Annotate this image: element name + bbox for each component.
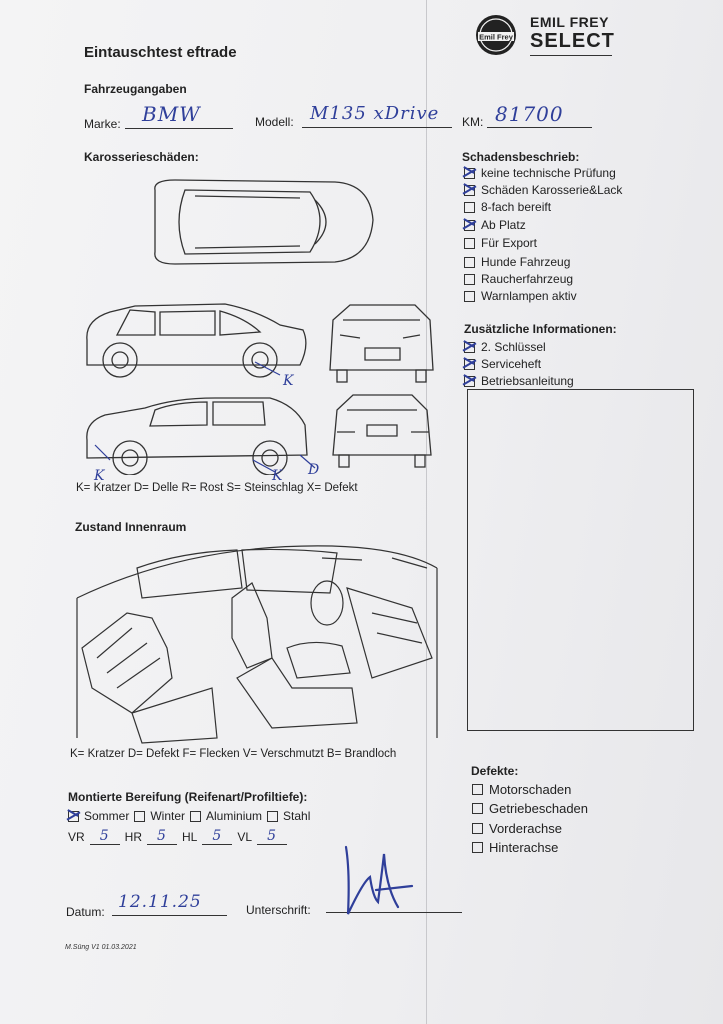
km-underline	[487, 127, 592, 128]
checkbox-hinterachse[interactable]	[472, 840, 558, 855]
checkbox-label: Schäden Karosserie&Lack	[481, 183, 623, 197]
checkbox-schaeden-karosserie[interactable]	[464, 183, 622, 197]
checkbox-label: Warnlampen aktiv	[481, 289, 577, 303]
checkbox-mark[interactable]	[472, 803, 483, 814]
checkbox-label: 8-fach bereift	[481, 200, 552, 214]
checkbox-label: Ab Platz	[481, 218, 526, 232]
checkbox-getriebeschaden[interactable]	[472, 801, 588, 816]
tire-type-label: Aluminium	[206, 809, 263, 823]
tire-depth-row	[68, 828, 287, 845]
model-value[interactable]: M135 xDrive	[310, 103, 440, 124]
checkbox-mark[interactable]	[464, 220, 475, 231]
checkbox-fuer-export[interactable]	[464, 236, 537, 250]
car-diagram	[75, 170, 440, 475]
checkbox-mark[interactable]	[464, 342, 475, 353]
checkbox-mark[interactable]	[472, 842, 483, 853]
date-underline	[112, 915, 227, 916]
notes-box[interactable]	[467, 389, 694, 731]
emil-frey-logo-icon	[472, 12, 520, 58]
damage-mark-k3: K	[272, 468, 284, 484]
checkbox-label: Raucherfahrzeug	[481, 272, 574, 286]
make-label: Marke:	[84, 117, 121, 131]
rear-bench	[82, 613, 172, 713]
km-label: KM:	[462, 115, 484, 129]
checkbox-mark[interactable]	[464, 257, 475, 268]
tire-type-row	[68, 809, 310, 823]
checkbox-label: Betriebsanleitung	[481, 374, 574, 388]
damage-mark-k1: K	[283, 373, 295, 389]
make-value[interactable]: BMW	[142, 102, 201, 126]
depth-value-vl[interactable]: 5	[257, 828, 287, 845]
tires-section-label: Montierte Bereifung (Reifenart/Profiltiefe):	[68, 790, 308, 804]
checkbox-mark[interactable]	[464, 291, 475, 302]
rear-seat-cushion	[132, 688, 217, 743]
depth-value-hl[interactable]: 5	[202, 828, 232, 845]
paper-fold	[426, 0, 427, 1024]
checkbox-mark[interactable]	[464, 168, 475, 179]
checkbox-mark[interactable]	[464, 359, 475, 370]
form-title: Eintauschtest eftrade	[84, 44, 237, 61]
checkbox-hunde-fahrzeug[interactable]	[464, 255, 570, 269]
checkbox-zweiter-schluessel[interactable]	[464, 340, 546, 354]
logo-text: Emil Frey	[479, 32, 513, 42]
checkbox-keine-technische-pruefung[interactable]	[464, 166, 616, 180]
checkbox-label: keine technische Prüfung	[481, 166, 616, 180]
checkbox-mark[interactable]	[464, 376, 475, 387]
checkbox-serviceheft[interactable]	[464, 357, 541, 371]
checkbox-label: Vorderachse	[489, 821, 562, 836]
depth-value-vr[interactable]: 5	[90, 828, 120, 845]
checkbox-betriebsanleitung[interactable]	[464, 374, 574, 388]
body-damage-label: Karosserieschäden:	[84, 150, 199, 164]
tire-type-label: Winter	[150, 809, 186, 823]
depth-label-hr: HR	[124, 829, 143, 844]
checkbox-mark[interactable]	[464, 185, 475, 196]
model-label: Modell:	[255, 115, 294, 129]
checkbox-aluminium[interactable]	[190, 811, 201, 822]
checkbox-motorschaden[interactable]	[472, 782, 571, 797]
checkbox-stahl[interactable]	[267, 811, 278, 822]
tire-type-label: Sommer	[84, 809, 130, 823]
brand-line-1: EMIL FREY	[530, 14, 609, 30]
car-side-view-rear	[87, 398, 307, 458]
front-seat-right	[237, 658, 357, 728]
depth-label-vl: VL	[237, 829, 253, 844]
model-underline	[302, 127, 452, 128]
checkbox-label: Getriebeschaden	[489, 801, 589, 816]
checkbox-8fach-bereift[interactable]	[464, 200, 551, 214]
checkbox-mark[interactable]	[472, 823, 483, 834]
depth-label-vr: VR	[68, 829, 85, 844]
defects-label: Defekte:	[471, 764, 519, 778]
date-value[interactable]: 12.11.25	[118, 892, 202, 912]
km-value[interactable]: 81700	[495, 102, 564, 126]
checkbox-vorderachse[interactable]	[472, 821, 562, 836]
form-code: M.Süng V1 01.03.2021	[65, 944, 137, 951]
checkbox-label: Hinterachse	[489, 840, 559, 855]
steering-wheel	[311, 581, 343, 625]
body-damage-legend: K= Kratzer D= Delle R= Rost S= Steinschlag X= Defekt	[76, 482, 358, 494]
checkbox-warnlampen-aktiv[interactable]	[464, 289, 577, 303]
interior-legend: K= Kratzer D= Defekt F= Flecken V= Verschmutzt B= Brandloch	[70, 748, 397, 760]
additional-info-label: Zusätzliche Informationen:	[464, 322, 617, 336]
checkbox-sommer[interactable]	[68, 811, 79, 822]
damage-description-label: Schadensbeschrieb:	[462, 150, 580, 164]
brand-line-2: SELECT	[530, 30, 615, 52]
car-top-view	[155, 180, 373, 264]
checkbox-label: Für Export	[481, 236, 538, 250]
checkbox-label: Motorschaden	[489, 782, 572, 797]
checkbox-raucherfahrzeug[interactable]	[464, 272, 573, 286]
date-label: Datum:	[66, 905, 105, 919]
signature-label: Unterschrift:	[246, 903, 311, 917]
checkbox-label: 2. Schlüssel	[481, 340, 546, 354]
damage-mark-k2: K	[94, 468, 106, 484]
depth-value-hr[interactable]: 5	[147, 828, 177, 845]
checkbox-ab-platz[interactable]	[464, 218, 526, 232]
signature-icon[interactable]	[338, 842, 418, 924]
damage-mark-d: D	[308, 462, 321, 478]
vehicle-section-label: Fahrzeugangaben	[84, 82, 187, 96]
make-underline	[125, 128, 233, 129]
interior-diagram	[72, 538, 444, 748]
interior-section-label: Zustand Innenraum	[75, 520, 187, 534]
checkbox-mark[interactable]	[472, 784, 483, 795]
checkbox-mark[interactable]	[464, 274, 475, 285]
checkbox-mark[interactable]	[464, 202, 475, 213]
brand-underline	[530, 55, 612, 56]
checkbox-mark[interactable]	[464, 238, 475, 249]
checkbox-label: Hunde Fahrzeug	[481, 255, 571, 269]
checkbox-winter[interactable]	[134, 811, 145, 822]
checkbox-label: Serviceheft	[481, 357, 542, 371]
front-seat-left	[232, 583, 272, 668]
depth-label-hl: HL	[182, 829, 198, 844]
tire-type-label: Stahl	[283, 809, 311, 823]
